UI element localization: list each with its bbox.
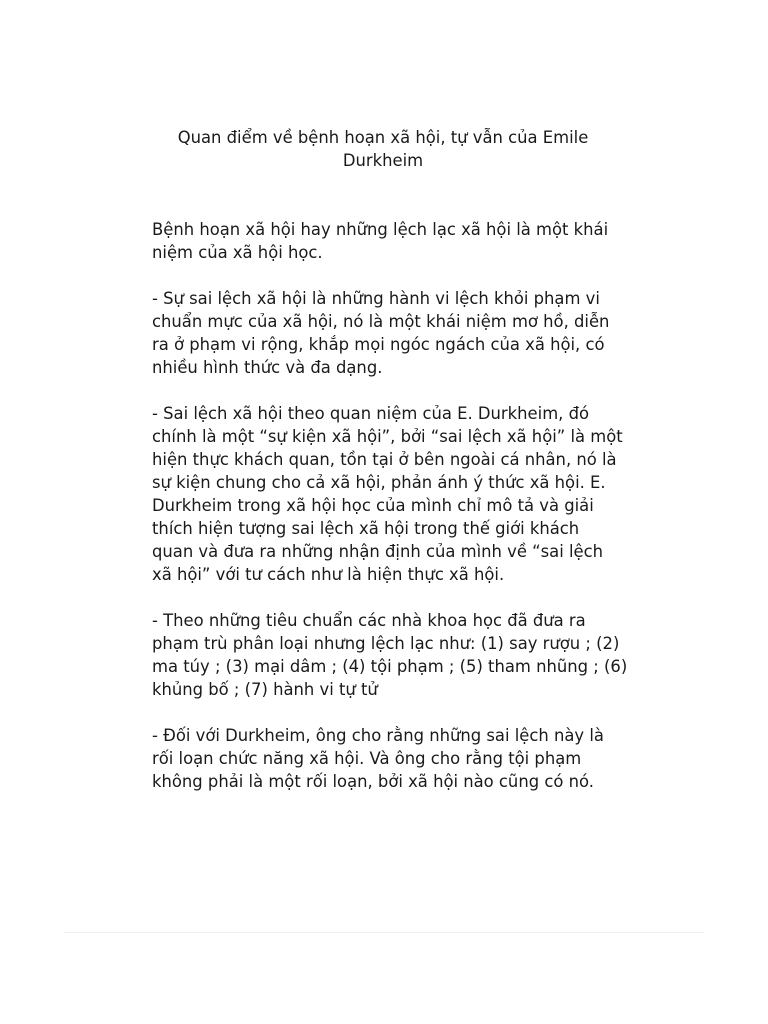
text-line: sự kiện chung cho cả xã hội, phản ánh ý thức xã hội. E. bbox=[152, 473, 606, 492]
document-body bbox=[152, 218, 628, 816]
document-title bbox=[150, 126, 616, 172]
text-line: chính là một “sự kiện xã hội”, bởi “sai lệch xã hội” là một bbox=[152, 427, 623, 446]
text-line: - Đối với Durkheim, ông cho rằng những sai lệch này là bbox=[152, 726, 604, 745]
title-line: Durkheim bbox=[342, 151, 424, 170]
text-line: Bệnh hoạn xã hội hay những lệch lạc xã hội là một khái bbox=[152, 220, 609, 239]
text-line: hiện thực khách quan, tồn tại ở bên ngoài cá nhân, nó là bbox=[152, 450, 617, 469]
page-divider bbox=[64, 932, 704, 933]
paragraph-intro bbox=[152, 218, 616, 264]
text-line: - Theo những tiêu chuẩn các nhà khoa học đã đưa ra bbox=[152, 611, 586, 630]
text-line: nhiều hình thức và đa dạng. bbox=[152, 358, 383, 377]
title-line: Quan điểm về bệnh hoạn xã hội, tự vẫn của Emile bbox=[177, 128, 589, 147]
paragraph-durkheim-view bbox=[152, 402, 623, 586]
text-line: chuẩn mực của xã hội, nó là một khái niệm mơ hồ, diễn bbox=[152, 312, 610, 331]
text-line: - Sự sai lệch xã hội là những hành vi lệch khỏi phạm vi bbox=[152, 289, 600, 308]
text-line: phạm trù phân loại nhưng lệch lạc như: (1) say rượu ; (2) bbox=[152, 634, 620, 653]
text-line: - Sai lệch xã hội theo quan niệm của E. Durkheim, đó bbox=[152, 404, 590, 423]
text-line: ma túy ; (3) mại dâm ; (4) tội phạm ; (5) tham nhũng ; (6) bbox=[152, 657, 628, 676]
paragraph-conclusion bbox=[152, 724, 616, 793]
text-line: thích hiện tượng sai lệch xã hội trong thế giới khách bbox=[152, 519, 580, 538]
text-line: ra ở phạm vi rộng, khắp mọi ngóc ngách của xã hội, có bbox=[152, 335, 605, 354]
text-line: Durkheim trong xã hội học của mình chỉ mô tả và giải bbox=[152, 496, 594, 515]
paragraph-definition bbox=[152, 287, 616, 379]
text-line: không phải là một rối loạn, bởi xã hội nào cũng có nó. bbox=[152, 772, 594, 791]
text-line: khủng bố ; (7) hành vi tự tử bbox=[152, 680, 378, 699]
text-line: niệm của xã hội học. bbox=[152, 243, 323, 262]
text-line: xã hội” với tư cách như là hiện thực xã hội. bbox=[152, 565, 505, 584]
text-line: rối loạn chức năng xã hội. Và ông cho rằng tội phạm bbox=[152, 749, 582, 768]
paragraph-classification bbox=[152, 609, 628, 701]
text-line: quan và đưa ra những nhận định của mình về “sai lệch bbox=[152, 542, 603, 561]
